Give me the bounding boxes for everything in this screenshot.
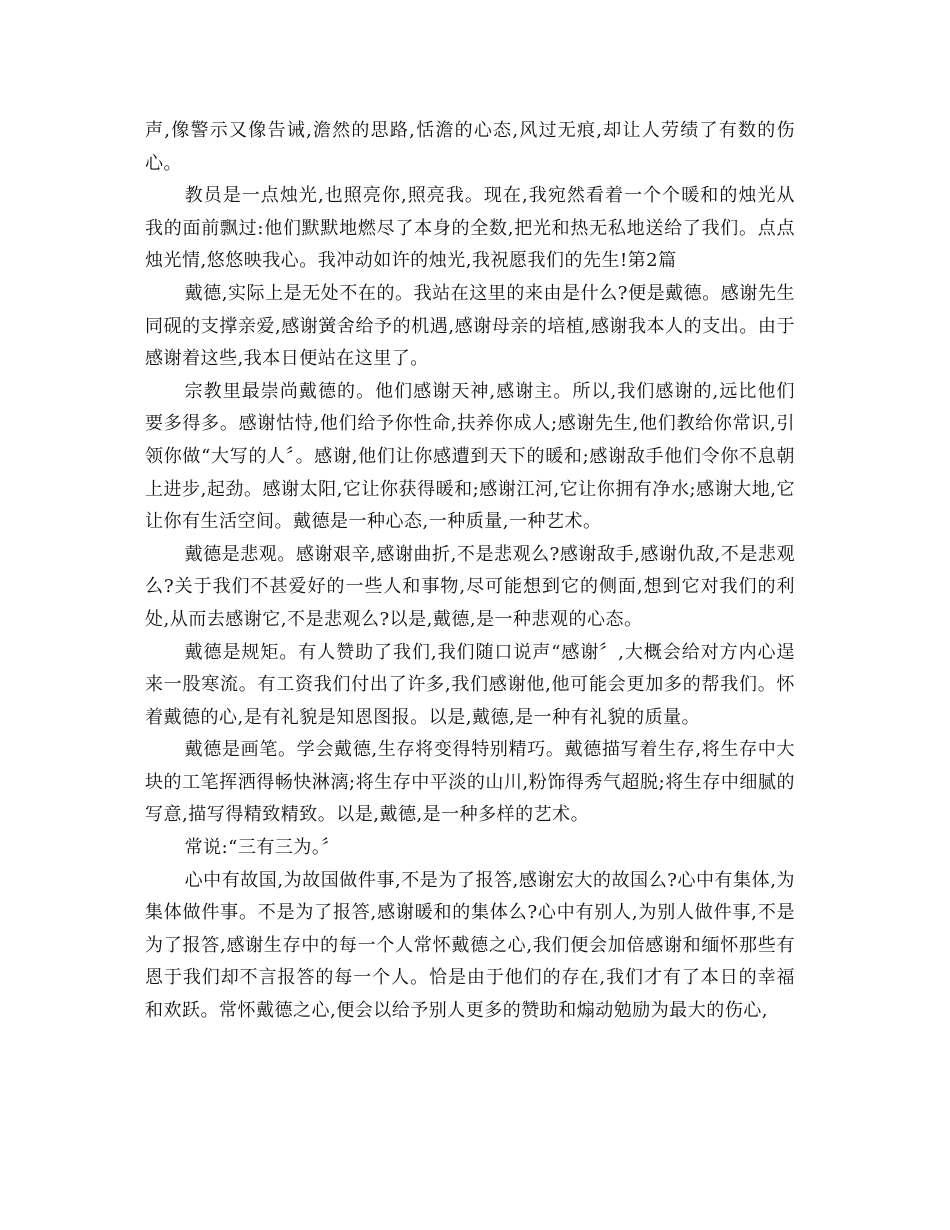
paragraph-3: 戴德,实际上是无处不在的。我站在这里的来由是什么?便是戴德。感谢先生同砚的支撑亲爱,感谢黉舍给予的机遇,感谢母亲的培植,感谢我本人的支出。由于感谢着这些,我本日便站在这里了。 xyxy=(145,282,795,370)
paragraph-2: 教员是一点烛光,也照亮你,照亮我。现在,我宛然看着一个个暖和的烛光从我的面前飘过:他们默默地燃尽了本身的全数,把光和热无私地送给了我们。点点烛光情,悠悠映我心。我冲动如许的烛光,我祝愿我们的先生!第2篇 xyxy=(145,185,795,272)
paragraph-5: 戴德是悲观。感谢艰辛,感谢曲折,不是悲观么?感谢敌手,感谢仇敌,不是悲观么?关于我们不甚爱好的一些人和事物,尽可能想到它的侧面,想到它对我们的利处,从而去感谢它,不是悲观么?以是,戴德,是一种悲观的心态。 xyxy=(145,543,795,630)
paragraph-4: 宗教里最崇尚戴德的。他们感谢天神,感谢主。所以,我们感谢的,远比他们要多得多。感谢怙恃,他们给予你性命,扶养你成人;感谢先生,他们教给你常识,引领你做“大写的人〞。感谢,他们让你感遭到天下的暖和;感谢敌手他们令你不息朝上进步,起劲。感谢太阳,它让你获得暖和;感谢江河,它让你拥有净水;感谢大地,它让你有生活空间。戴德是一种心态,一种质量,一种艺术。 xyxy=(145,380,795,533)
paragraph-9: 心中有故国,为故国做件事,不是为了报答,感谢宏大的故国么?心中有集体,为集体做件事。不是为了报答,感谢暖和的集体么?心中有别人,为别人做件事,不是为了报答,感谢生存中的每一个人常怀戴德之心,我们便会加倍感谢和缅怀那些有恩于我们却不言报答的每一个人。恰是由于他们的存在,我们才有了本日的幸福和欢跃。常怀戴德之心,便会以给予别人更多的赞助和煽动勉励为最大的伤心, xyxy=(145,869,795,1022)
paragraph-1: 声,像警示又像告诫,澹然的思路,恬澹的心态,风过无痕,却让人劳绩了有数的伤心。 xyxy=(145,120,795,174)
paragraph-7: 戴德是画笔。学会戴德,生存将变得特别精巧。戴德描写着生存,将生存中大块的工笔挥洒得畅快淋漓;将生存中平淡的山川,粉饰得秀气超脱;将生存中细腻的写意,描写得精致精致。以是,戴德,是一种多样的艺术。 xyxy=(145,739,795,826)
paragraph-8: 常说:“三有三为。〞 xyxy=(184,837,340,859)
paragraph-6: 戴德是规矩。有人赞助了我们,我们随口说声“感谢〞,大概会给对方内心逞来一股寒流。有工资我们付出了许多,我们感谢他,他可能会更加多的帮我们。怀着戴德的心,是有礼貌是知恩图报。以是,戴德,是一种有礼貌的质量。 xyxy=(145,641,795,728)
document-page xyxy=(145,115,795,1028)
